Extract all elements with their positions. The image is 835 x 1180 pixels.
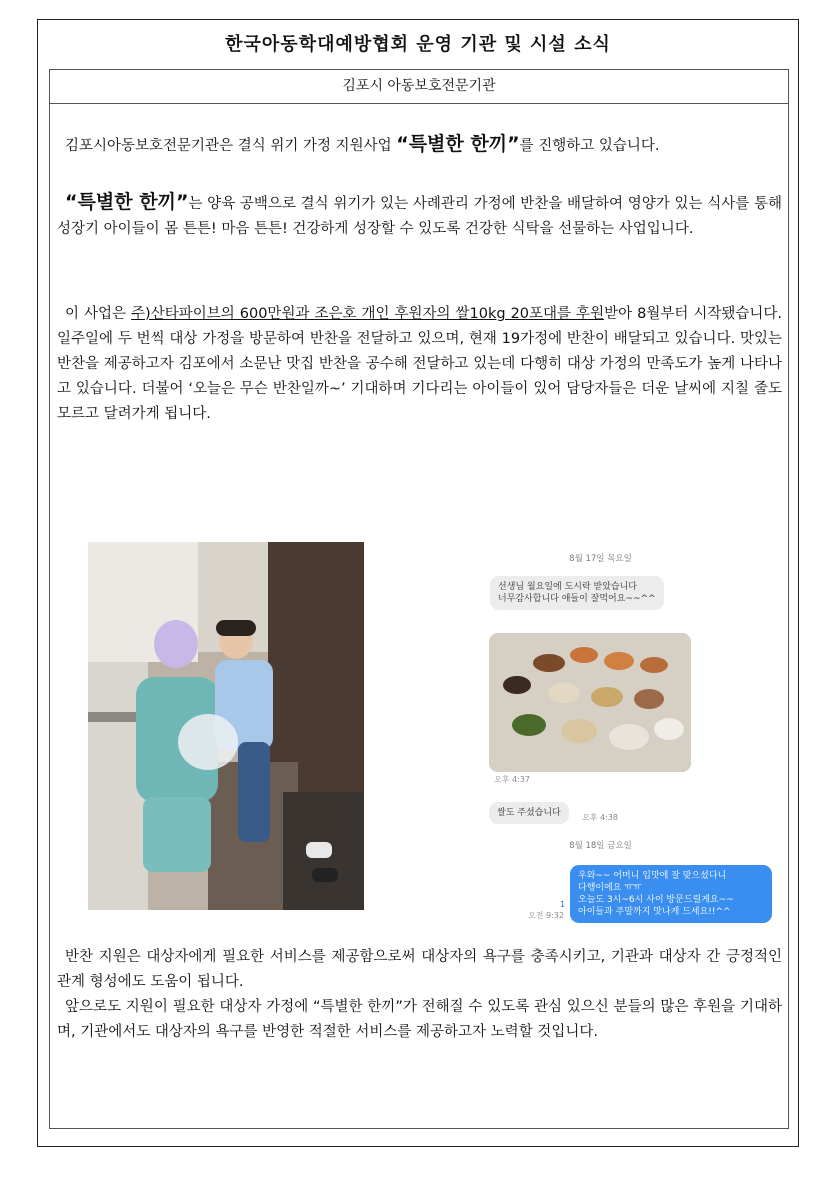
details-paragraph (57, 302, 782, 427)
article-subtitle: 김포시 아동보호전문기관 (50, 70, 788, 104)
details-text: 받아 8월부터 시작됐습니다. 일주일에 두 번씩 대상 가정을 방문하여 반찬을 전달하고 있으며, 현재 19가정에 반찬이 배달되고 있습니다. 맛있는 반찬을 제공하고자 김포에서 소문난 맛집 반찬을 공수해 전달하고 있는데 다행히 대상 가정의 만족도가 높게 나타나고 있습니다. 더불어 ‘오늘은 무슨 반찬일까~’ 기대하며 기다리는 아이들이 있어 담당자들은 더운 날씨에 지칠 줄도 모르고 달려가게 됩니다. (57, 306, 782, 422)
intro-text-after: 를 진행하고 있습니다. (519, 138, 660, 154)
chat-reply-line1: 우와~~ 어머니 입맛에 잘 맞으셨다니 (578, 871, 727, 881)
closing-paragraph-2: 앞으로도 지원이 필요한 대상자 가정에 “특별한 한끼”가 전해질 수 있도록 관심 있으신 분들의 많은 후원을 기대하며, 기관에서도 대상자의 욕구를 반영한 적절한 서비스를 제공하고자 노력할 것입니다. (57, 999, 782, 1040)
chat-reply-line4: 아이들과 주말까지 맛나게 드세요!!^^ (578, 907, 731, 917)
food-photo-image (489, 633, 691, 772)
chat-message-1-line1: 선생님 월요일에 도시락 받았습니다 (498, 582, 637, 592)
intro-paragraph (57, 132, 782, 159)
page-title: 한국아동학대예방협회 운영 기관 및 시설 소식 (225, 34, 611, 55)
chat-time-2: 오후 4:38 (582, 813, 618, 822)
chat-message-1-line2: 너무감사합니다 애들이 잘먹어요~~^^ (498, 594, 656, 604)
description-text: 는 양육 공백으로 결식 위기가 있는 사례관리 가정에 반찬을 배달하여 영양가 있는 식사를 통해 성장기 아이들이 몸 튼튼! 마음 튼튼! 건강하게 성장할 수 있도록 건강한 식탁을 선물하는 사업입니다. (57, 196, 782, 237)
chat-time-1: 오후 4:37 (494, 775, 530, 784)
chat-date-1: 8월 17일 목요일 (569, 554, 632, 564)
intro-highlight: “특별한 한끼” (396, 133, 520, 155)
chat-time-3: 오전 9:32 (528, 911, 564, 920)
chat-reply-line2: 다행이에요 ㅠㅠ (578, 883, 642, 893)
chat-screenshot (438, 542, 763, 920)
delivery-photo (88, 542, 364, 910)
details-underlined: 주)산타파이브의 600만원과 조은호 개인 후원자의 쌀10kg 20포대를 후원 (131, 306, 605, 322)
chat-date-2: 8월 18일 금요일 (569, 841, 632, 851)
chat-message-2: 쌀도 주셨습니다 (489, 802, 569, 824)
closing-paragraph-1: 반찬 지원은 대상자에게 필요한 서비스를 제공함으로써 대상자의 욕구를 충족시키고, 기관과 대상자 간 긍정적인 관계 형성에도 도움이 됩니다. (57, 949, 782, 990)
delivery-photo-image (88, 542, 364, 910)
details-prefix: 이 사업은 (65, 306, 132, 322)
page-frame (37, 19, 799, 1147)
chat-food-photo (489, 633, 691, 772)
description-highlight: “특별한 한끼” (65, 191, 189, 213)
article-box (49, 69, 789, 1129)
chat-reply-line3: 오늘도 3시~6시 사이 방문드릴게요~~ (578, 895, 734, 905)
chat-message-1 (490, 576, 664, 610)
description-paragraph (57, 190, 782, 242)
intro-text-before: 김포시아동보호전문기관은 결식 위기 가정 지원사업 (65, 138, 397, 154)
chat-unread-count: 1 (560, 900, 566, 909)
chat-reply (570, 865, 772, 923)
